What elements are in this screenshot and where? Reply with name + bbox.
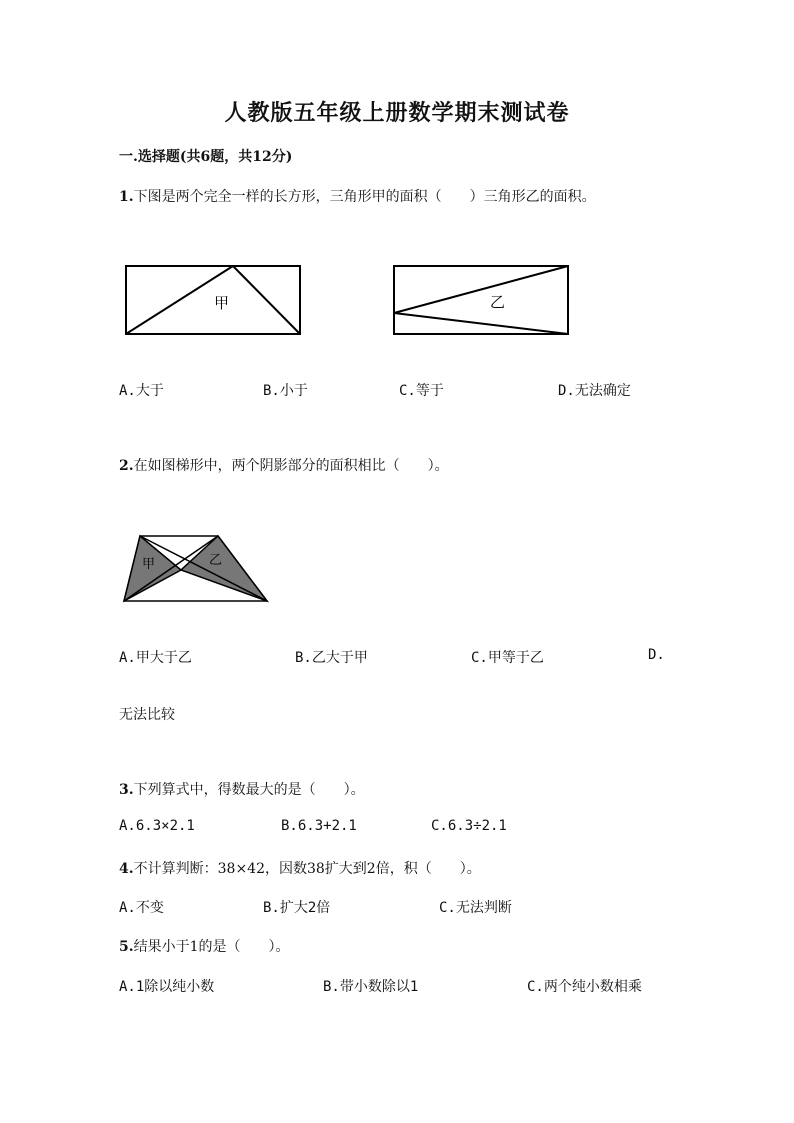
label-yi: 乙	[209, 553, 223, 568]
option-d-continuation[interactable]: 无法比较	[119, 707, 175, 723]
option-b[interactable]: B.乙大于甲	[295, 650, 368, 666]
question-1	[119, 186, 596, 206]
triangle-jia-side-right	[233, 266, 300, 334]
trapezoid-figure	[120, 530, 275, 606]
question-text: 下列算式中，得数最大的是（ ）。	[133, 782, 365, 798]
label-jia: 甲	[142, 557, 156, 572]
question-5	[119, 936, 290, 956]
label-jia: 甲	[214, 294, 230, 312]
triangle-yi-side-bottom	[394, 313, 568, 334]
option-a[interactable]: A.不变	[119, 900, 164, 916]
question-number: 3.	[119, 782, 134, 798]
question-text: 在如图梯形中，两个阴影部分的面积相比（ ）。	[133, 458, 449, 474]
option-c[interactable]: C.甲等于乙	[471, 650, 544, 666]
rectangle-left	[126, 266, 300, 334]
option-d[interactable]: D.	[648, 647, 665, 663]
rectangle-figures	[120, 260, 580, 340]
option-d[interactable]: D.无法确定	[558, 383, 631, 399]
option-b[interactable]: B.6.3+2.1	[281, 818, 357, 834]
question-3	[119, 779, 365, 799]
label-yi: 乙	[490, 293, 506, 311]
option-a[interactable]: A.6.3×2.1	[119, 818, 195, 834]
option-c[interactable]: C.两个纯小数相乘	[527, 979, 642, 995]
option-a[interactable]: A.大于	[119, 383, 164, 399]
option-c[interactable]: C.无法判断	[439, 900, 512, 916]
question-2	[119, 455, 449, 475]
question-number: 2.	[119, 458, 134, 474]
triangle-yi-side-top	[394, 266, 568, 313]
section-heading: 一.选择题(共6题，共12分)	[119, 149, 293, 165]
option-b[interactable]: B.带小数除以1	[323, 979, 419, 995]
option-c[interactable]: C.6.3÷2.1	[431, 818, 507, 834]
option-c[interactable]: C.等于	[399, 383, 444, 399]
page-title: 人教版五年级上册数学期末测试卷	[224, 100, 570, 126]
question-text: 下图是两个完全一样的长方形，三角形甲的面积（ ）三角形乙的面积。	[133, 189, 596, 205]
question-text: 结果小于1的是（ ）。	[133, 939, 290, 955]
question-number: 5.	[119, 939, 134, 955]
question-4	[119, 858, 481, 878]
question-number: 4.	[119, 861, 134, 877]
option-a[interactable]: A.1除以纯小数	[119, 979, 215, 995]
question-text: 不计算判断：38×42，因数38扩大到2倍，积（ ）。	[133, 861, 481, 877]
option-a[interactable]: A.甲大于乙	[119, 650, 192, 666]
question-number: 1.	[119, 189, 134, 205]
option-b[interactable]: B.小于	[263, 383, 308, 399]
option-b[interactable]: B.扩大2倍	[263, 900, 331, 916]
